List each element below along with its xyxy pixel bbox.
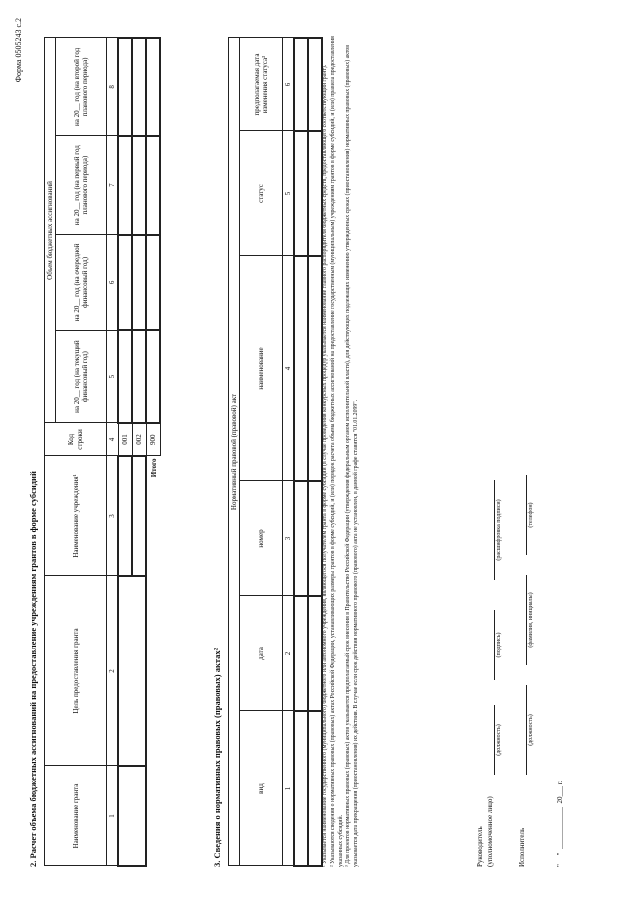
header-year-next: на 20__ год (на очередной финансовый год)	[56, 235, 107, 331]
signature-caption: (подпись)	[496, 632, 502, 658]
cell-value[interactable]	[118, 235, 132, 331]
total-label: Итого	[149, 458, 158, 478]
footnote-2: ² Указываются сведения о нормативных правовых (правовых) актах Российской Федерации, устанавливающих размеры грантов в форме субсидий, и (или) порядок расчета объема бюджетных ассигнований на предоставление государственным (муниципальным) учреждениям грантов в форме субсидий, и (или) правила предоставления указанных субсидий.	[329, 36, 344, 867]
phone-line[interactable]	[526, 475, 527, 555]
header-year-current: на 20__ год (на текущий финансовый год)	[56, 330, 107, 423]
cell-total[interactable]	[146, 136, 160, 235]
head-sub: (уполномоченное лицо)	[486, 796, 494, 867]
cell-name[interactable]	[294, 256, 308, 481]
cell-value[interactable]	[132, 235, 146, 331]
table-row	[294, 38, 308, 866]
head-label: Руководитель	[476, 826, 484, 867]
grants-table	[44, 37, 161, 867]
colnum-6: 6	[283, 38, 295, 131]
exec-position-line[interactable]	[526, 685, 527, 775]
decoding-caption: (расшифровка подписи)	[496, 499, 502, 561]
colnum-1: 1	[283, 711, 295, 866]
header-kind: вид	[240, 711, 283, 866]
header-act-group: Нормативный правовой (правовой) акт	[229, 38, 240, 866]
header-status: статус	[240, 131, 283, 256]
colnum-5: 5	[283, 131, 295, 256]
cell-institution[interactable]	[118, 456, 132, 576]
colnum-8: 8	[107, 38, 119, 136]
exec-position-caption: (должность)	[528, 714, 534, 746]
row-code-002: 002	[132, 423, 146, 456]
header-year-plan2: на 20__ год (на второй год планового периода)	[56, 38, 107, 136]
cell-date[interactable]	[294, 596, 308, 711]
cell-total[interactable]	[146, 330, 160, 423]
cell-status[interactable]	[294, 131, 308, 256]
position-line[interactable]	[494, 705, 495, 775]
acts-table	[228, 37, 323, 867]
colnum-6: 6	[107, 235, 119, 331]
colnum-4: 4	[107, 423, 119, 456]
row-code-900: 900	[146, 423, 160, 456]
colnum-2: 2	[107, 576, 119, 766]
decoding-line[interactable]	[494, 480, 495, 580]
cell-date[interactable]	[308, 596, 322, 711]
colnum-2: 2	[283, 596, 295, 711]
footnote-1: ¹ Указывается наименование государственного (муниципального) бюджетного или автономного учреждения, являющегося получателем гранта в форме субсидий (в случае проведения конкурсных процедур указывается наименование главного распорядителя бюджетных средств, предоставляющего соответствующий грант).	[322, 64, 328, 867]
header-grant-name: Наименование гранта	[45, 766, 107, 866]
header-date: дата	[240, 596, 283, 711]
cell-change-date[interactable]	[308, 38, 322, 131]
header-year-plan1: на 20__ год (на первый год планового периода)	[56, 136, 107, 235]
colnum-3: 3	[107, 456, 119, 576]
header-budget-group: Объем бюджетных ассигнований	[45, 38, 56, 423]
cell-number[interactable]	[294, 481, 308, 596]
form-code: Форма 0505243 с.2	[14, 18, 23, 83]
cell-value[interactable]	[132, 136, 146, 235]
cell-name[interactable]	[308, 256, 322, 481]
header-number: номер	[240, 481, 283, 596]
colnum-7: 7	[107, 136, 119, 235]
cell-kind[interactable]	[308, 711, 322, 866]
section3-title: 3. Сведения о нормативных правовых (правовых) актах²	[212, 647, 222, 867]
total-row	[146, 38, 160, 866]
cell-value[interactable]	[132, 38, 146, 136]
position-caption: (должность)	[496, 724, 502, 756]
cell-value[interactable]	[118, 330, 132, 423]
cell-institution[interactable]	[132, 456, 146, 576]
colnum-3: 3	[283, 481, 295, 596]
table-row	[308, 38, 322, 866]
section2-title: 2. Расчет объема бюджетных ассигнований на предоставление учреждениям грантов в форме субсидий	[28, 471, 38, 867]
header-institution: Наименование учреждения¹	[45, 456, 107, 576]
cell-total[interactable]	[146, 38, 160, 136]
colnum-5: 5	[107, 330, 119, 423]
footnotes	[322, 27, 361, 867]
cell-number[interactable]	[308, 481, 322, 596]
cell-total[interactable]	[146, 235, 160, 331]
cell-kind[interactable]	[294, 711, 308, 866]
executor-label: Исполнитель	[518, 827, 526, 867]
header-name: наименование	[240, 256, 283, 481]
date-line[interactable]: " " ____________ 20___ г.	[556, 780, 564, 867]
cell-status[interactable]	[308, 131, 322, 256]
footnote-3: ³ Для проектов нормативных правовых (правовых) актов указывается предполагаемый срок внесения в Правительство Российской Федерации (утверждения федеральным органом исполнительной власти), для действующих подлежащих изменению утвержденных сроках (приостановления) нормативных правовых (правовых) актов указывается дата прекращения (приостановления) их действия. В случае если срок действия нормативного правового (правового) акта не установлен, в данной графе ставится "01.01.2099".	[345, 45, 360, 867]
header-row-code: Код строки	[45, 423, 107, 456]
exec-name-caption: (фамилия, инициалы)	[528, 592, 534, 648]
cell-change-date[interactable]	[294, 38, 308, 131]
signature-line[interactable]	[494, 610, 495, 680]
colnum-4: 4	[283, 256, 295, 481]
colnum-1: 1	[107, 766, 119, 866]
phone-caption: (телефон)	[528, 502, 534, 528]
cell-grant-name[interactable]	[118, 766, 146, 866]
header-change-date: предполагаемая дата изменения статуса³	[240, 38, 283, 131]
table-row	[118, 38, 132, 866]
cell-value[interactable]	[118, 136, 132, 235]
cell-value[interactable]	[132, 330, 146, 423]
header-purpose: Цель предоставления гранта	[45, 576, 107, 766]
row-code-001: 001	[118, 423, 132, 456]
exec-name-line[interactable]	[526, 575, 527, 665]
cell-value[interactable]	[118, 38, 132, 136]
cell-purpose[interactable]	[118, 576, 146, 766]
